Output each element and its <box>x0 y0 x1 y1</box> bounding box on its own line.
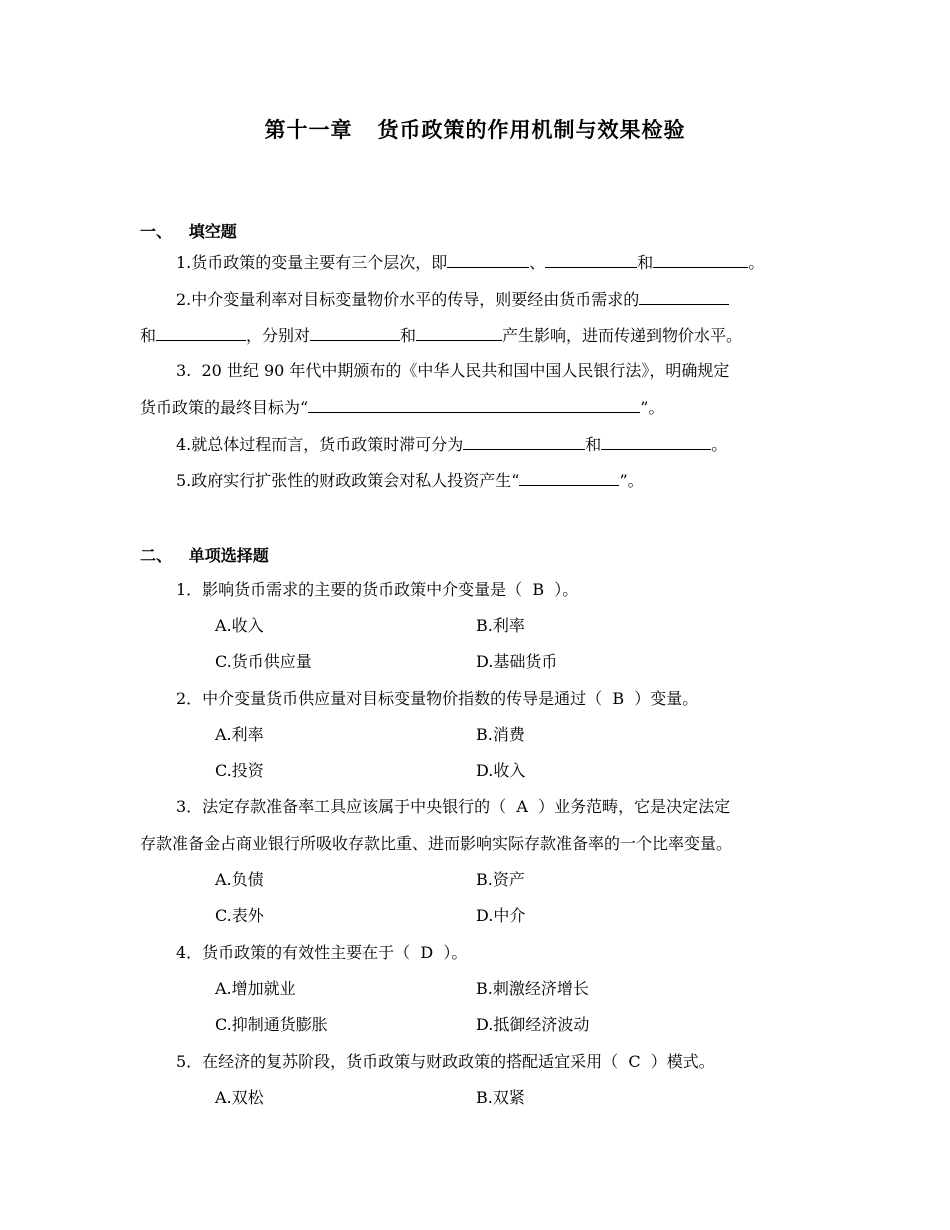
answer-blank <box>447 252 529 268</box>
answer-blank <box>156 325 246 341</box>
question-text: 和 <box>585 435 602 454</box>
question-text: 和 <box>140 326 157 345</box>
question-text: ”。 <box>640 398 665 417</box>
option-b: B.双紧 <box>476 1088 525 1107</box>
choice-question-5: 5．在经济的复苏阶段，货币政策与财政政策的搭配适宜采用（ C ）模式。 <box>176 1052 715 1071</box>
option-a: A.利率 <box>215 725 264 744</box>
answer-blank <box>545 252 637 268</box>
section-heading-single-choice: 二、 单项选择题 <box>140 546 269 565</box>
fill-question-5 <box>176 470 644 491</box>
question-text: 和 <box>400 326 417 345</box>
option-a: A.增加就业 <box>215 979 296 998</box>
question-text: 1.货币政策的变量主要有三个层次，即 <box>176 253 448 272</box>
fill-question-3-cont <box>140 397 664 418</box>
question-text: 2.中介变量利率对目标变量物价水平的传导，则要经由货币需求的 <box>176 290 640 309</box>
answer-blank <box>308 397 640 413</box>
choice-question-2: 2．中介变量货币供应量对目标变量物价指数的传导是通过（ B ）变量。 <box>176 689 699 708</box>
option-b: B.利率 <box>476 616 525 635</box>
fill-question-1 <box>176 252 764 273</box>
fill-question-3: 3. 20 世纪 90 年代中期颁布的《中华人民共和国中国人民银行法》，明确规定 <box>176 361 730 380</box>
question-text: 产生影响，进而传递到物价水平。 <box>502 326 743 345</box>
choice-question-1: 1．影响货币需求的主要的货币政策中介变量是（ B ）。 <box>176 580 579 599</box>
question-text: 5.政府实行扩张性的财政政策会对私人投资产生“ <box>176 471 520 490</box>
answer-blank <box>601 434 711 450</box>
question-text: 、 <box>529 253 546 272</box>
option-d: D.抵御经济波动 <box>476 1015 590 1034</box>
option-a: A.双松 <box>215 1088 264 1107</box>
answer-blank <box>416 325 502 341</box>
fill-question-2 <box>176 289 729 310</box>
option-c: C.表外 <box>215 906 264 925</box>
question-text: ”。 <box>619 471 644 490</box>
question-text: ，分别对 <box>246 326 311 345</box>
question-text: 。 <box>748 253 765 272</box>
answer-blank <box>639 289 729 305</box>
option-c: C.投资 <box>215 761 264 780</box>
option-b: B.消费 <box>476 725 525 744</box>
fill-question-2-cont <box>140 325 742 346</box>
question-text: 和 <box>637 253 654 272</box>
fill-question-4 <box>176 434 727 455</box>
section-heading-fill-in: 一、 填空题 <box>140 222 237 241</box>
question-text: 。 <box>711 435 728 454</box>
option-a: A.收入 <box>215 616 264 635</box>
choice-question-3: 3．法定存款准备率工具应该属于中央银行的（ A ）业务范畴，它是决定法定 <box>176 797 731 816</box>
option-d: D.中介 <box>476 906 526 925</box>
option-d: D.基础货币 <box>476 652 558 671</box>
option-c: C.货币供应量 <box>215 652 312 671</box>
option-b: B.资产 <box>476 870 525 889</box>
question-text: 货币政策的最终目标为“ <box>140 398 309 417</box>
chapter-title: 第十一章 货币政策的作用机制与效果检验 <box>264 118 686 142</box>
answer-blank <box>463 434 585 450</box>
answer-blank <box>519 470 619 486</box>
choice-question-3-cont: 存款准备金占商业银行所吸收存款比重、进而影响实际存款准备率的一个比率变量。 <box>140 834 733 853</box>
option-d: D.收入 <box>476 761 526 780</box>
option-b: B.刺激经济增长 <box>476 979 589 998</box>
option-a: A.负债 <box>215 870 264 889</box>
question-text: 4.就总体过程而言，货币政策时滞可分为 <box>176 435 464 454</box>
answer-blank <box>310 325 400 341</box>
answer-blank <box>653 252 748 268</box>
choice-question-4: 4．货币政策的有效性主要在于（ D ）。 <box>176 943 468 962</box>
option-c: C.抑制通货膨胀 <box>215 1015 328 1034</box>
